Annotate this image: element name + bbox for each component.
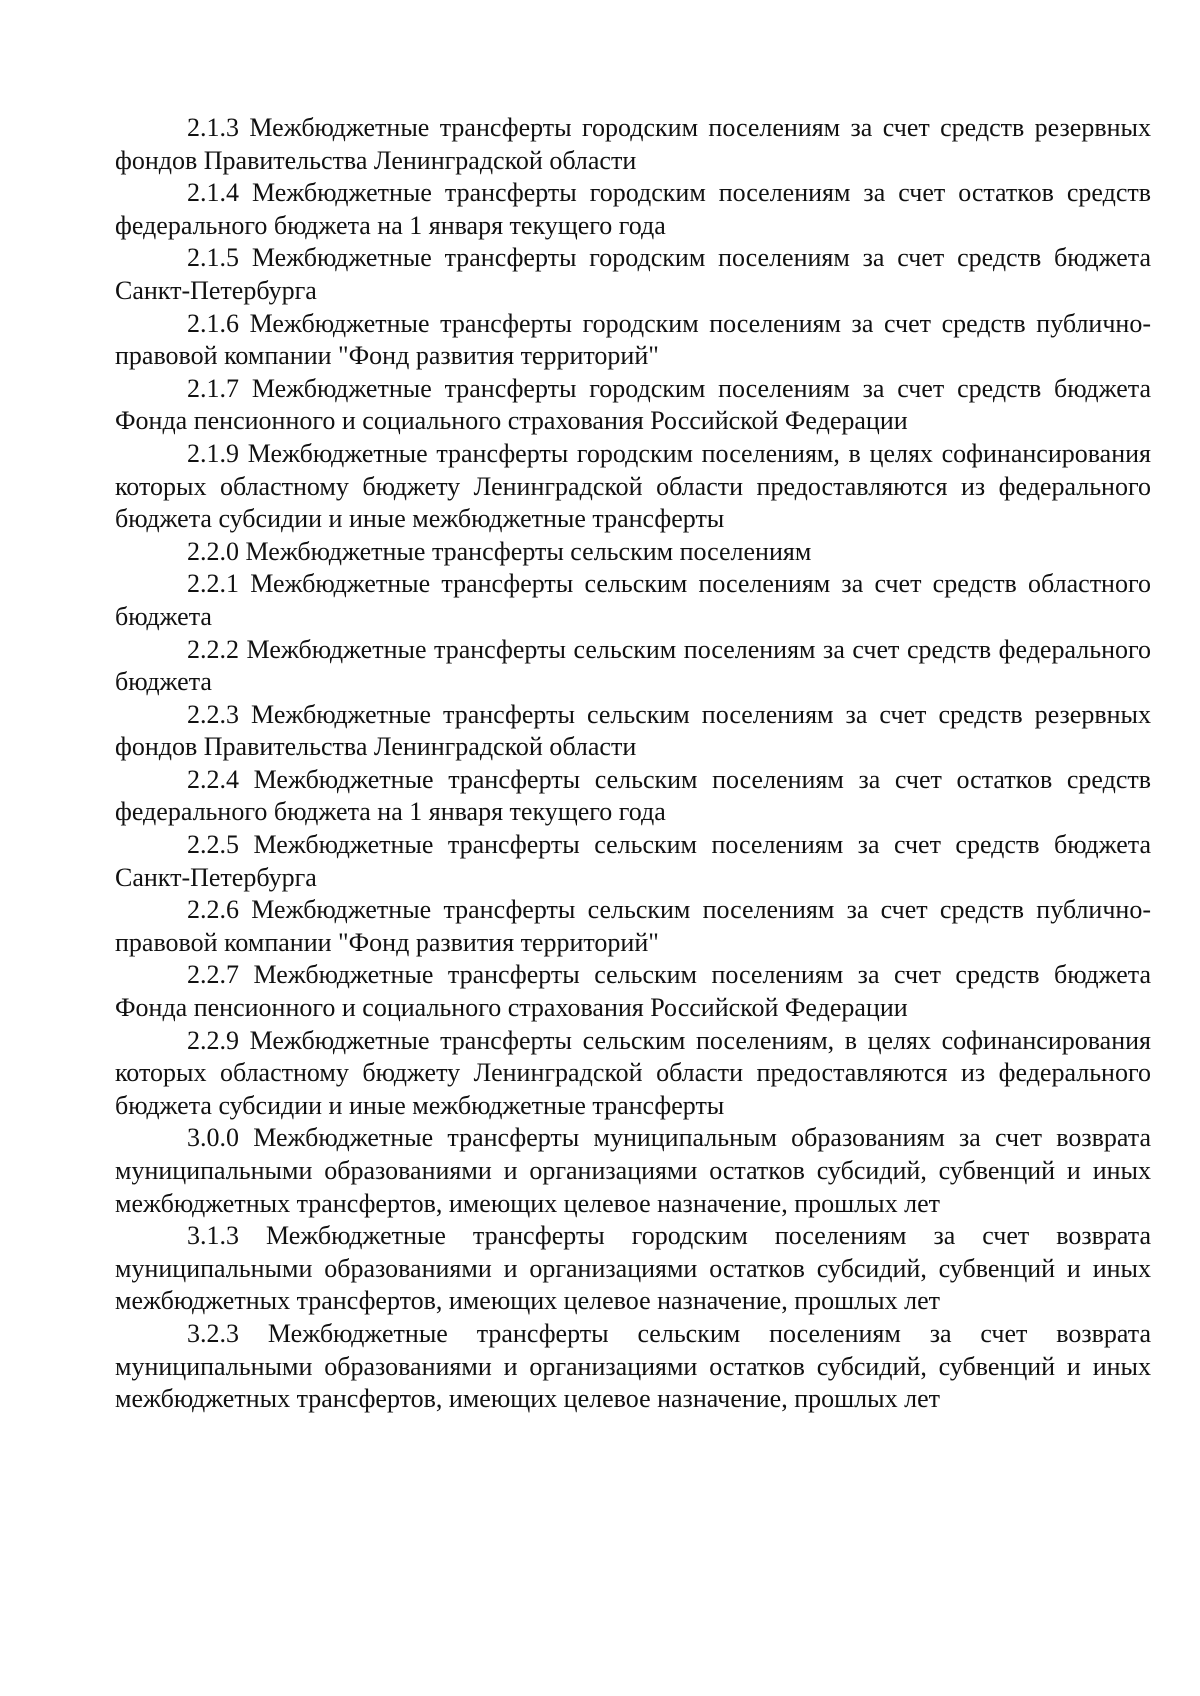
paragraph-2-2-3: 2.2.3 Межбюджетные трансферты сельским поселениям за счет средств резервных фондов Правительства Ленинградской области	[115, 699, 1151, 762]
paragraph-2-2-0: 2.2.0 Межбюджетные трансферты сельским поселениям	[187, 536, 812, 566]
paragraph-2-2-9: 2.2.9 Межбюджетные трансферты сельским поселениям, в целях софинансирования которых областному бюджету Ленинградской области предоставляются из федерального бюджета субсидии и иные межбюджетные трансферты	[115, 1025, 1151, 1120]
paragraph-2-2-4: 2.2.4 Межбюджетные трансферты сельским поселениям за счет остатков средств федерального бюджета на 1 января текущего года	[115, 764, 1151, 827]
paragraph-2-2-1: 2.2.1 Межбюджетные трансферты сельским поселениям за счет средств областного бюджета	[115, 569, 1151, 631]
paragraph-2-1-4: 2.1.4 Межбюджетные трансферты городским поселениям за счет остатков средств федерального бюджета на 1 января текущего года	[115, 178, 1151, 240]
paragraph-3-0-0: 3.0.0 Межбюджетные трансферты муниципальным образованиям за счет возврата муниципальными образованиями и организациями остатков субсидий, субвенций и иных межбюджетных трансфертов, имеющих целевое назначение, прошлых лет	[115, 1123, 1151, 1218]
paragraph-2-1-5: 2.1.5 Межбюджетные трансферты городским поселениям за счет средств бюджета Санкт-Петербурга	[115, 243, 1151, 305]
paragraph-3-2-3: 3.2.3 Межбюджетные трансферты сельским поселениям за счет возврата муниципальными образованиями и организациями остатков субсидий, субвенций и иных межбюджетных трансфертов, имеющих целевое назначение, прошлых лет	[115, 1318, 1151, 1414]
document-page	[115, 112, 1151, 1416]
paragraph-2-2-5: 2.2.5 Межбюджетные трансферты сельским поселениям за счет средств бюджета Санкт-Петербурга	[115, 830, 1151, 892]
paragraph-2-1-9: 2.1.9 Межбюджетные трансферты городским поселениям, в целях софинансирования которых областному бюджету Ленинградской области предоставляются из федерального бюджета субсидии и иные межбюджетные трансферты	[115, 438, 1151, 534]
paragraph-2-1-6: 2.1.6 Межбюджетные трансферты городским поселениям за счет средств публично-правовой компании "Фонд развития территорий"	[115, 308, 1151, 371]
paragraph-2-2-6: 2.2.6 Межбюджетные трансферты сельским поселениям за счет средств публично-правовой компании "Фонд развития территорий"	[115, 895, 1151, 957]
paragraph-2-2-2: 2.2.2 Межбюджетные трансферты сельским поселениям за счет средств федерального бюджета	[115, 634, 1151, 697]
paragraph-2-2-7: 2.2.7 Межбюджетные трансферты сельским поселениям за счет средств бюджета Фонда пенсионного и социального страхования Российской Федерации	[115, 960, 1151, 1023]
paragraph-3-1-3: 3.1.3 Межбюджетные трансферты городским поселениям за счет возврата муниципальными образованиями и организациями остатков субсидий, субвенций и иных межбюджетных трансфертов, имеющих целевое назначение, прошлых лет	[115, 1221, 1151, 1316]
paragraph-2-1-7: 2.1.7 Межбюджетные трансферты городским поселениям за счет средств бюджета Фонда пенсионного и социального страхования Российской Федерации	[115, 373, 1151, 436]
paragraph-2-1-3: 2.1.3 Межбюджетные трансферты городским поселениям за счет средств резервных фондов Правительства Ленинградской области	[115, 113, 1151, 175]
